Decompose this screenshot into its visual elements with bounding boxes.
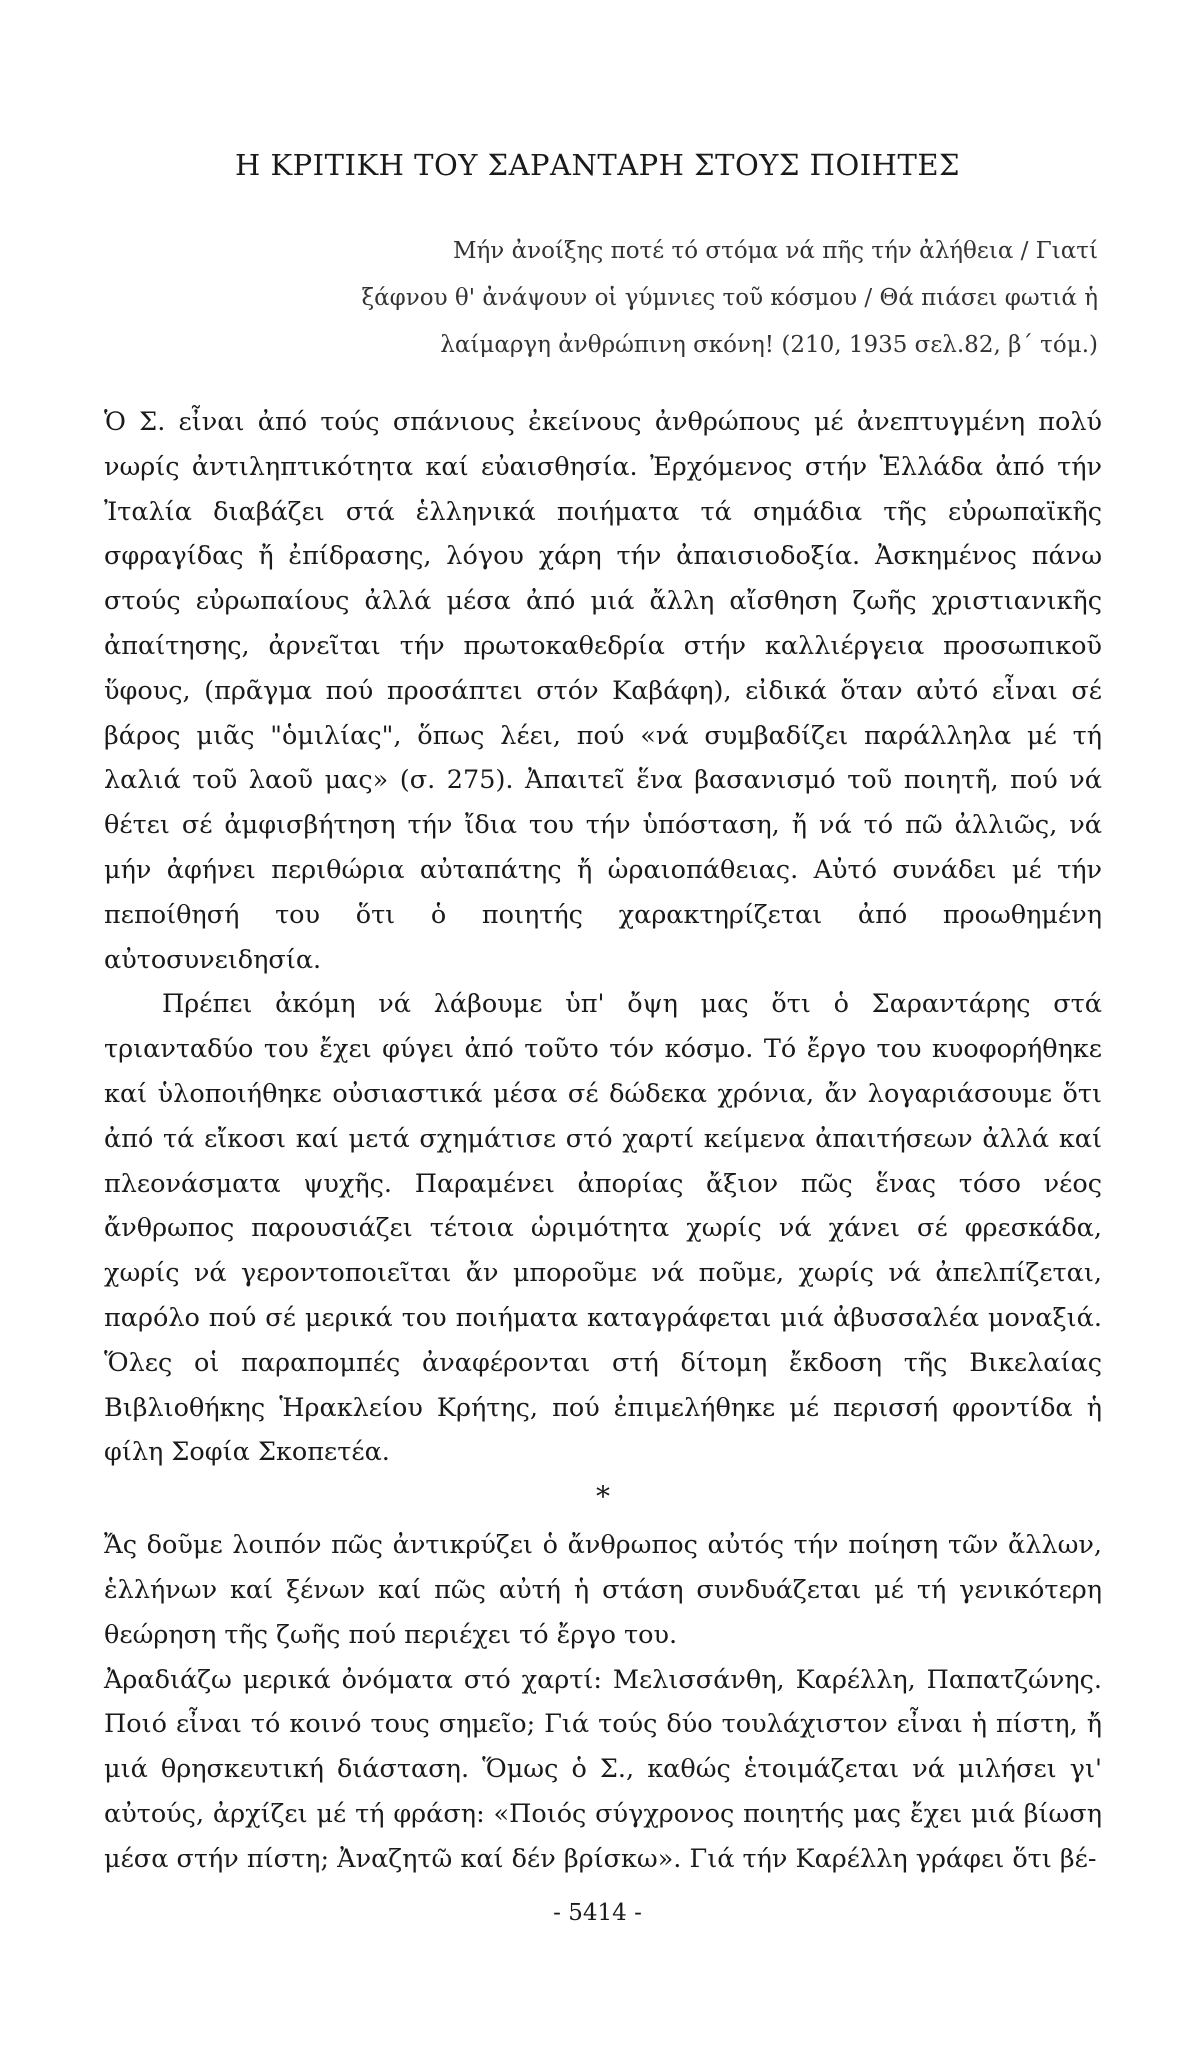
paragraph: Ὁ Σ. εἶναι ἀπό τούς σπάνιους ἐκείνους ἀνθρώπους μέ ἀνεπτυγμένη πολύ νωρίς ἀντιληπτικότητα καί εὐαισθησία. Ἐρχόμενος στήν Ἑλλάδα ἀπό τήν Ἰταλία διαβάζει στά ἑλληνικά ποιήματα τά σημάδια τῆς εὐρωπαϊκῆς σφραγίδας ἤ ἐπίδρασης, λόγου χάρη τήν ἀπαισιοδοξία. Ἀσκημένος πάνω στούς εὐρωπαίους ἀλλά μέσα ἀπό μιά ἄλλη αἴσθηση ζωῆς χριστιανικῆς ἀπαίτησης, ἀρνεῖται τήν πρωτοκαθεδρία στήν καλλιέργεια προσωπικοῦ ὕφους, (πρᾶγμα πού προσάπτει στόν Καβάφη), εἰδικά ὅταν αὐτό εἶναι σέ βάρος μιᾶς "ὁμιλίας", ὅπως λέει, πού «νά συμβαδίζει παράλληλα μέ τή λαλιά τοῦ λαοῦ μας» (σ. 275). Ἀπαιτεῖ ἕνα βασανισμό τοῦ ποιητῆ, πού νά θέτει σέ ἀμφισβήτηση τήν ἴδια του τήν ὑπόσταση, ἤ νά τό πῶ ἀλλιῶς, νά μήν ἀφήνει περιθώρια αὐταπάτης ἤ ὡραιοπάθειας. Αὐτό συνάδει μέ τήν πεποίθησή του ὅτι ὁ ποιητής χαρακτηρίζεται ἀπό προωθημένη αὐτοσυνειδησία. xyxy=(104,407,1102,975)
epigraph xyxy=(0,228,1098,369)
epigraph-line: ξάφνου θ' ἀνάψουν οἱ γύμνιες τοῦ κόσμου / Θά πιάσει φωτιά ἡ xyxy=(361,285,1098,311)
page-number: - 5414 - xyxy=(553,1900,642,1926)
paragraph: Ἀραδιάζω μερικά ὀνόματα στό χαρτί: Μελισσάνθη, Καρέλλη, Παπατζώνης. Ποιό εἶναι τό κοινό τους σημεῖο; Γιά τούς δύο τουλάχιστον εἶναι ἡ πίστη, ἤ μιά θρησκευτική διάσταση. Ὅμως ὁ Σ., καθώς ἑτοιμάζεται νά μιλήσει γι' αὐτούς, ἀρχίζει μέ τή φράση: «Ποιός σύγχρονος ποιητής μας ἔχει μιά βίωση μέσα στήν πίστη; Ἀναζητῶ καί δέν βρίσκω». Γιά τήν Καρέλλη γράφει ὅτι βέ- xyxy=(104,1664,1102,1874)
page-title: Η ΚΡΙΤΙΚΗ ΤΟΥ ΣΑΡΑΝΤΑΡΗ ΣΤΟΥΣ ΠΟΙΗΤΕΣ xyxy=(235,148,960,182)
epigraph-line: Μήν ἀνοίξης ποτέ τό στόμα νά πῆς τήν ἀλήθεια / Γιατί xyxy=(452,238,1098,264)
section-separator: * xyxy=(596,1480,610,1514)
body-text xyxy=(104,400,1102,1882)
epigraph-line: λαίμαργη ἀνθρώπινη σκόνη! (210, 1935 σελ.82, β΄ τόμ.) xyxy=(440,332,1098,358)
paragraph: Ἄς δοῦμε λοιπόν πῶς ἀντικρύζει ὁ ἄνθρωπος αὐτός τήν ποίηση τῶν ἄλλων, ἑλλήνων καί ξένων καί πῶς αὐτή ἡ στάση συνδυάζεται μέ τή γενικότερη θεώρηση τῆς ζωῆς πού περιέχει τό ἔργο του. xyxy=(104,1530,1102,1650)
paragraph: Πρέπει ἀκόμη νά λάβουμε ὑπ' ὄψη μας ὅτι ὁ Σαραντάρης στά τριανταδύο του ἔχει φύγει ἀπό τοῦτο τόν κόσμο. Τό ἔργο του κυοφορήθηκε καί ὑλοποιήθηκε οὐσιαστικά μέσα σέ δώδεκα χρόνια, ἄν λογαριάσουμε ὅτι ἀπό τά εἴκοσι καί μετά σχημάτισε στό χαρτί κείμενα ἀπαιτήσεων ἀλλά καί πλεονάσματα ψυχῆς. Παραμένει ἀπορίας ἄξιον πῶς ἕνας τόσο νέος ἄνθρωπος παρουσιάζει τέτοια ὡριμότητα χωρίς νά χάνει σέ φρεσκάδα, χωρίς νά γεροντοποιεῖται ἄν μποροῦμε νά ποῦμε, χωρίς νά ἀπελπίζεται, παρόλο πού σέ μερικά του ποιήματα καταγράφεται μιά ἀβυσσαλέα μοναξιά. Ὅλες οἱ παραπομπές ἀναφέρονται στή δίτομη ἔκδοση τῆς Βικελαίας Βιβλιοθήκης Ἡρακλείου Κρήτης, πού ἐπιμελήθηκε μέ περισσή φροντίδα ἡ φίλη Σοφία Σκοπετέα. xyxy=(104,989,1102,1468)
